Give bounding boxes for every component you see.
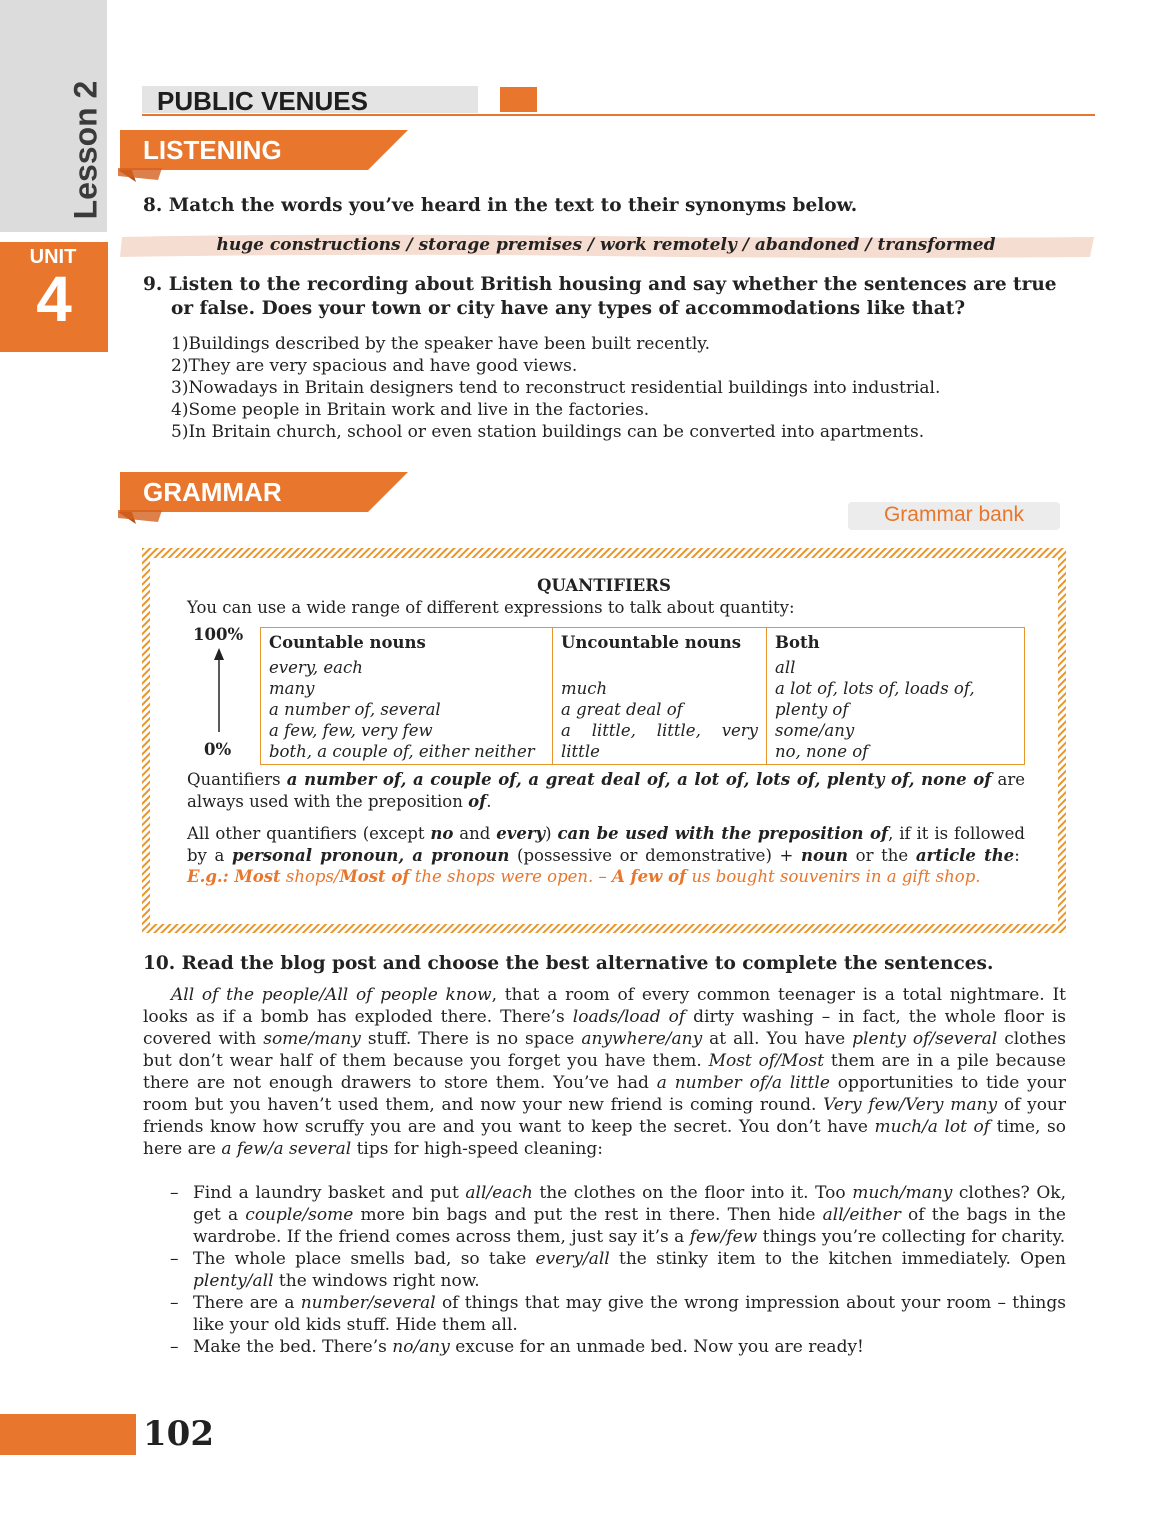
table-row	[261, 653, 1025, 765]
task-10-instruction: 10. Read the blog post and choose the best alternative to complete the sentences.	[143, 953, 994, 974]
list-item: – The whole place smells bad, so take every/all the stinky item to the kitchen immediately. Open plenty/all the windows right now.	[170, 1249, 1066, 1291]
header-both: Both	[767, 628, 1025, 654]
list-item: – Make the bed. There’s no/any excuse for an unmade bed. Now you are ready!	[170, 1337, 864, 1357]
scale-arrow-icon	[211, 648, 227, 734]
list-item: – Find a laundry basket and put all/each the clothes on the floor into it. Too much/many clothes? Ok, get a couple/some more bin bags and put the rest in there. Then hide all/either of the bags in the wardrobe. If the friend comes across them, just say it’s a few/few things you’re collecting for charity.	[170, 1183, 1066, 1247]
list-item: 2)They are very spacious and have good views.	[171, 356, 578, 376]
quantifiers-note-2: All other quantifiers (except no and every) can be used with the preposition of, if it is followed by a personal pronoun, a pronoun (possessive or demonstrative) + noun or the article the: E.g.: Most shops/Most of the shops were open. – A few of us bought souvenirs in a gift shop.	[187, 824, 1025, 886]
listening-heading: LISTENING	[143, 135, 282, 165]
list-item: – There are a number/several of things that may give the wrong impression about your room – things like your old kids stuff. Hide them all.	[170, 1293, 1066, 1335]
lesson-label: Lesson 2	[67, 80, 104, 220]
unit-label: UNIT	[29, 246, 77, 268]
grammar-heading: GRAMMAR	[143, 477, 282, 507]
blog-post: All of the people/All of people know, that a room of every common teenager is a total nightmare. It looks as if a bomb has exploded there. There’s loads/load of dirty washing – in fact, the whole floor is covered with some/many stuff. There is no space anywhere/any at all. You have plenty of/several clothes but don’t wear half of them because you forget you have them. Most of/Most them are in a pile because there are not enough drawers to store them. You’ve had a number of/a little opportunities to tide your room but you haven’t used them, and now your new friend is coming round. Very few/Very many of your friends know how scruffy you are and you want to keep the secret. You don’t have much/a lot of time, so here are a few/a several tips for high-speed cleaning:	[143, 985, 1067, 1159]
page-number: 102	[143, 1414, 214, 1454]
task-9-line-1: 9. Listen to the recording about British housing and say whether the sentences are true	[143, 274, 1057, 295]
scale-bottom: 0%	[204, 740, 232, 759]
quantifiers-intro: You can use a wide range of different expressions to talk about quantity:	[187, 598, 795, 617]
example-sentence: E.g.: Most shops/Most of the shops were open. – A few of us bought souvenirs in a gift shop.	[187, 867, 981, 886]
task-8-instruction: 8. Match the words you’ve heard in the text to their synonyms below.	[143, 195, 858, 216]
grammar-bank-label[interactable]: Grammar bank	[883, 503, 1025, 526]
page-number-bar	[0, 1414, 136, 1455]
title-accent-square	[500, 87, 537, 112]
scale-top: 100%	[193, 625, 244, 644]
list-item: 5)In Britain church, school or even station buildings can be converted into apartments.	[171, 422, 925, 442]
quantifiers-table	[260, 627, 1025, 765]
task-8-words: huge constructions / storage premises / work remotely / abandoned / transformed	[216, 235, 996, 255]
list-item: 1)Buildings described by the speaker have been built recently.	[171, 334, 711, 354]
countable-cell: every, each many a number of, several a few, few, very few both, a couple of, either neither	[261, 653, 553, 765]
table-header-row	[261, 628, 1025, 654]
blog-tips-list	[170, 1182, 1066, 1358]
list-item: 3)Nowadays in Britain designers tend to reconstruct residential buildings into industrial.	[171, 378, 941, 398]
uncountable-cell: much a great deal of a little, little, very little	[553, 653, 767, 765]
task-9-list	[171, 333, 940, 443]
quantifiers-note-1: Quantifiers a number of, a couple of, a great deal of, a lot of, lots of, plenty of, none of are always used with the preposition of.	[187, 770, 1026, 811]
header-countable: Countable nouns	[261, 628, 553, 654]
header-uncountable: Uncountable nouns	[553, 628, 767, 654]
task-9-line-2: or false. Does your town or city have any types of accommodations like that?	[171, 298, 966, 319]
both-cell: all a lot of, lots of, loads of, plenty of some/any no, none of	[767, 653, 1025, 765]
quantifiers-title: QUANTIFIERS	[537, 576, 671, 595]
unit-number: 4	[36, 263, 72, 335]
page-title: PUBLIC VENUES	[157, 86, 368, 116]
list-item: 4)Some people in Britain work and live in the factories.	[171, 400, 650, 420]
